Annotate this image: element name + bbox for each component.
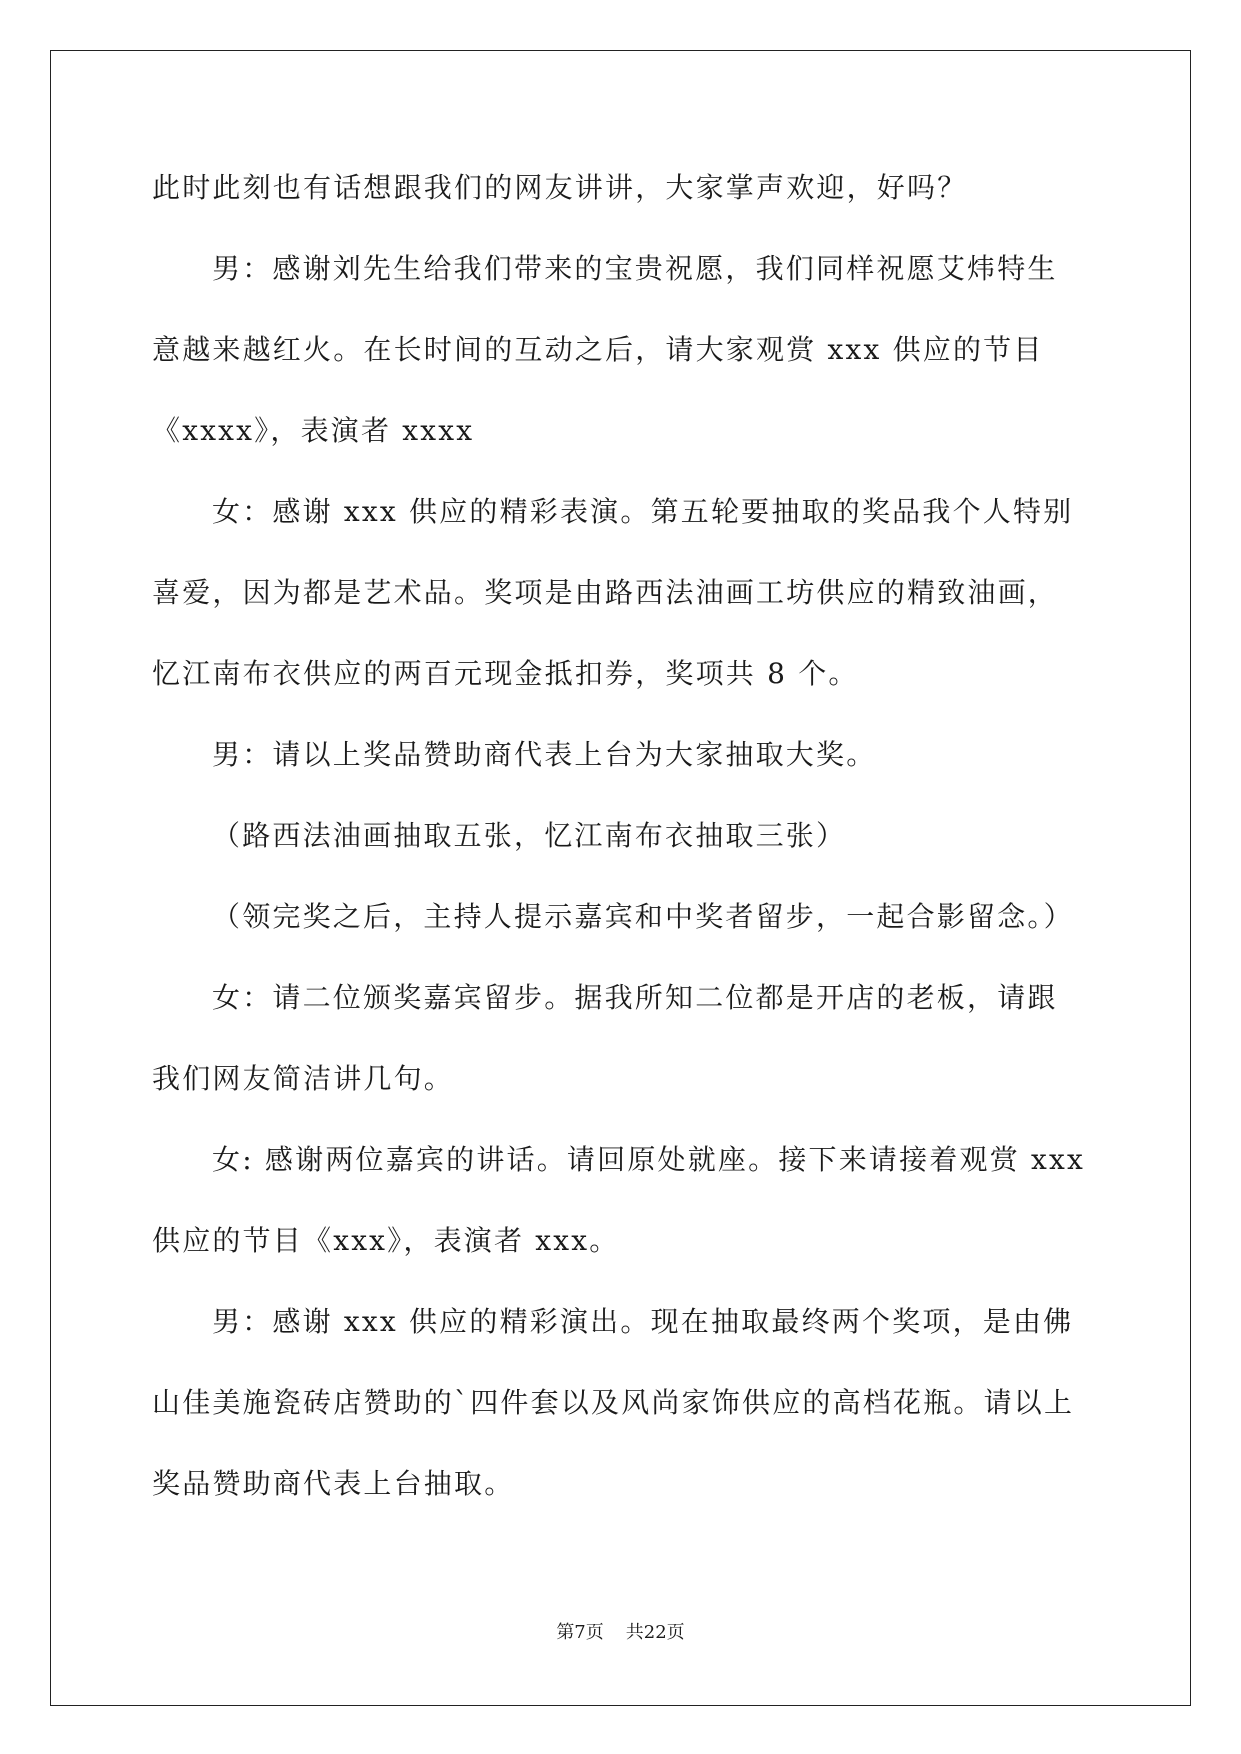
paragraph	[152, 957, 1182, 1119]
text-line: （路西法油画抽取五张，忆江南布衣抽取三张）	[212, 819, 847, 852]
text-line: 此时此刻也有话想跟我们的网友讲讲，大家掌声欢迎，好吗？	[152, 171, 968, 204]
text-line: 供应的节目《xxx》，表演者 xxx。	[152, 1224, 620, 1257]
paragraph	[152, 1281, 1182, 1524]
text-line: 《xxxx》，表演者 xxxx	[152, 414, 475, 447]
text-line: （领完奖之后，主持人提示嘉宾和中奖者留步，一起合影留念。）	[212, 900, 1074, 933]
text-line: 喜爱，因为都是艺术品。奖项是由路西法油画工坊供应的精致油画，	[152, 576, 1059, 609]
paragraph	[152, 228, 1182, 471]
text-line: 奖品赞助商代表上台抽取。	[152, 1467, 515, 1500]
text-line: 女：请二位颁奖嘉宾留步。据我所知二位都是开店的老板，请跟	[212, 981, 1058, 1014]
page-number: 第7页	[556, 1622, 604, 1643]
text-line: 男：感谢刘先生给我们带来的宝贵祝愿，我们同样祝愿艾炜特生	[212, 252, 1058, 285]
paragraph	[152, 714, 1182, 795]
text-line: 女：感谢 xxx 供应的精彩表演。第五轮要抽取的奖品我个人特别	[212, 495, 1074, 528]
page-footer	[0, 1618, 1241, 1648]
text-line: 忆江南布衣供应的两百元现金抵扣券，奖项共 8 个。	[152, 657, 859, 690]
page-total: 共22页	[625, 1622, 685, 1643]
paragraph	[152, 876, 1182, 957]
text-line: 我们网友简洁讲几句。	[152, 1062, 455, 1095]
text-line: 女: 感谢两位嘉宾的讲话。请回原处就座。接下来请接着观赏 xxx	[212, 1143, 1086, 1176]
text-line: 男：请以上奖品赞助商代表上台为大家抽取大奖。	[212, 738, 877, 771]
paragraph	[152, 1119, 1182, 1281]
paragraph	[152, 147, 1182, 228]
text-line: 山佳美施瓷砖店赞助的`四件套以及风尚家饰供应的高档花瓶。请以上	[152, 1386, 1075, 1419]
document-body	[152, 147, 1182, 1524]
text-line: 男：感谢 xxx 供应的精彩演出。现在抽取最终两个奖项，是由佛	[212, 1305, 1074, 1338]
text-line: 意越来越红火。在长时间的互动之后，请大家观赏 xxx 供应的节目	[152, 333, 1044, 366]
paragraph	[152, 795, 1182, 876]
paragraph	[152, 471, 1182, 714]
